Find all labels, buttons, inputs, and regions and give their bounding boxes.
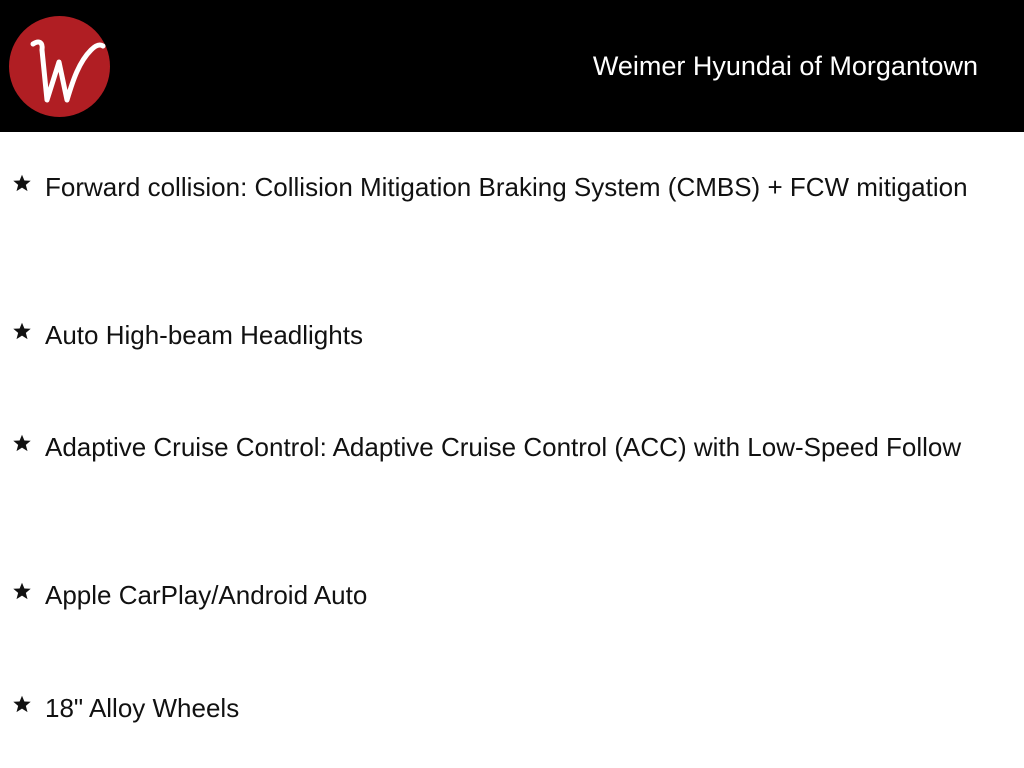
feature-text: 18" Alloy Wheels (45, 693, 240, 723)
dealer-name: Weimer Hyundai of Morgantown (592, 51, 978, 81)
feature-text: Adaptive Cruise Control: Adaptive Cruise Control (ACC) with Low-Speed Follow (45, 432, 962, 462)
star-icon (11, 693, 33, 715)
feature-text: Auto High-beam Headlights (45, 320, 363, 350)
feature-text: Forward collision: Collision Mitigation Braking System (CMBS) + FCW mitigation (45, 172, 968, 202)
dealer-logo-icon (9, 16, 110, 117)
feature-text: Apple CarPlay/Android Auto (45, 580, 368, 610)
star-icon (11, 320, 33, 342)
header-bar (0, 0, 1024, 132)
star-icon (11, 172, 33, 194)
feature-list (0, 132, 1024, 768)
star-icon (11, 432, 33, 454)
star-icon (11, 580, 33, 602)
